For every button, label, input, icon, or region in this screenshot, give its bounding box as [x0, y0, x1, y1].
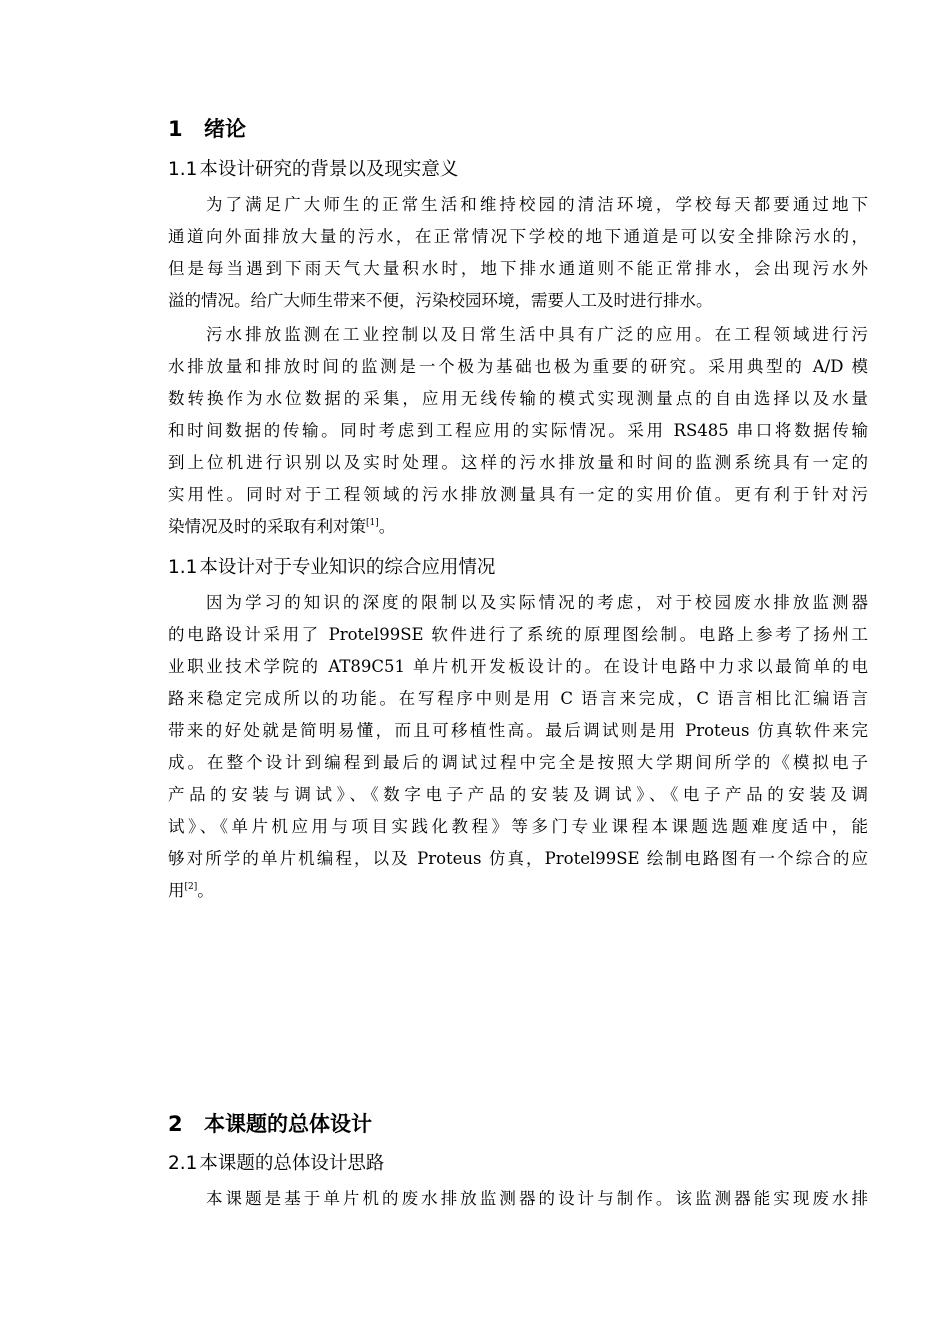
- chapter-heading-2: [168, 1110, 372, 1138]
- text-line-content: 染情况及时的采取有利对策: [168, 517, 366, 536]
- text-line: 路来稳定完成所以的功能。在写程序中则是用 C 语言来完成，C 语言相比汇编语言: [168, 689, 868, 708]
- section-title: 本设计研究的背景以及现实意义: [199, 159, 459, 180]
- text-line: 的电路设计采用了 Protel99SE 软件进行了系统的原理图绘制。电路上参考了扬州工: [168, 625, 868, 644]
- text-line-content: 用: [168, 881, 185, 900]
- text-line: 到上位机进行识别以及实时处理。这样的污水排放量和时间的监测系统具有一定的: [168, 453, 868, 472]
- section-heading-2-1: [168, 1151, 384, 1177]
- chapter-number: 2: [168, 1112, 183, 1136]
- chapter-title: 本课题的总体设计: [204, 1112, 372, 1136]
- text-line: 因为学习的知识的深度的限制以及实际情况的考虑，对于校园废水排放监测器: [206, 593, 868, 612]
- citation-marker: [2]: [184, 882, 198, 892]
- section-number: 2.1: [168, 1153, 198, 1174]
- text-line: 产品的安装与调试》、《数字电子产品的安装及调试》、《电子产品的安装及调: [168, 785, 868, 804]
- text-line: 和时间数据的传输。同时考虑到工程应用的实际情况。采用 RS485 串口将数据传输: [168, 421, 868, 440]
- section-heading-1-1-background: [168, 157, 458, 183]
- section-number: 1.1: [168, 159, 198, 180]
- text-line: 水排放量和排放时间的监测是一个极为基础也极为重要的研究。采用典型的 A/D 模: [168, 357, 868, 376]
- chapter-heading-1: [168, 115, 246, 143]
- text-line: 带来的好处就是简明易懂，而且可移植性高。最后调试则是用 Proteus 仿真软件来完: [168, 721, 868, 740]
- text-line: 为了满足广大师生的正常生活和维持校园的清洁环境，学校每天都要通过地下: [206, 195, 868, 214]
- text-line: 通道向外面排放大量的污水，在正常情况下学校的地下通道是可以安全排除污水的，: [168, 227, 868, 246]
- paragraph-background-1: [168, 189, 868, 317]
- section-number: 1.1: [168, 557, 198, 578]
- text-line: 数转换作为水位数据的采集，应用无线传输的模式实现测量点的自由选择以及水量: [168, 389, 868, 408]
- text-line: 但是每当遇到下雨天气大量积水时，地下排水通道则不能正常排水，会出现污水外: [168, 259, 868, 278]
- text-line: 实用性。同时对于工程领域的污水排放测量具有一定的实用价值。更有利于针对污: [168, 485, 868, 504]
- paragraph-application: [168, 587, 868, 907]
- paragraph-background-2: [168, 319, 868, 543]
- citation-marker: [1]: [366, 518, 379, 528]
- paragraph-overall-design: [168, 1183, 868, 1215]
- section-title: 本设计对于专业知识的综合应用情况: [199, 557, 496, 578]
- text-line: 污水排放监测在工业控制以及日常生活中具有广泛的应用。在工程领域进行污: [206, 325, 868, 344]
- text-line: 溢的情况。给广大师生带来不便，污染校园环境，需要人工及时进行排水。: [168, 291, 713, 310]
- text-line: 成。在整个设计到编程到最后的调试过程中完全是按照大学期间所学的《模拟电子: [168, 753, 868, 772]
- sentence-end: 。: [197, 881, 214, 900]
- chapter-number: 1: [168, 117, 183, 141]
- section-title: 本课题的总体设计思路: [199, 1153, 385, 1174]
- chapter-title: 绪论: [204, 117, 246, 141]
- sentence-end: 。: [378, 517, 396, 536]
- text-line: 本课题是基于单片机的废水排放监测器的设计与制作。该监测器能实现废水排: [206, 1189, 868, 1208]
- text-line: 试》、《单片机应用与项目实践化教程》等多门专业课程本课题选题难度适中，能: [168, 817, 868, 836]
- text-line-last: [168, 511, 868, 543]
- text-line: 业职业技术学院的 AT89C51 单片机开发板设计的。在设计电路中力求以最简单的电: [168, 657, 868, 676]
- text-line: 够对所学的单片机编程，以及 Proteus 仿真，Protel99SE 绘制电路图有一个综合的应: [168, 849, 868, 868]
- text-line-last: [168, 875, 868, 907]
- section-heading-1-1-application: [168, 555, 495, 581]
